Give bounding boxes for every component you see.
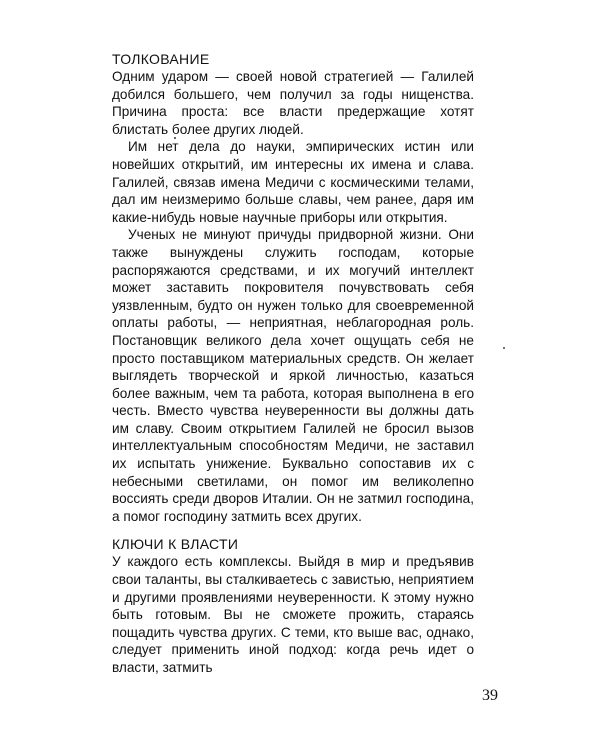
page-body xyxy=(112,50,474,677)
paragraph: Одним ударом — своей новой стратегией — Галилей добился большего, чем получил за годы нищенства. Причина проста: все власти предержащие хотят блистать более других людей. xyxy=(112,69,474,137)
paragraph: Им нет дела до науки, эмпирических истин или новейших открытий, им интересны их имена и слава. Галилей, связав имена Медичи с космическими телами, дал им неизмеримо больше славы, чем ранее, даря им какие-нибудь новые научные приборы или открытия. xyxy=(112,139,474,225)
scan-speck xyxy=(174,137,176,139)
section-spacer xyxy=(112,525,474,535)
section-heading-keys-to-power: КЛЮЧИ К ВЛАСТИ xyxy=(112,536,239,553)
scan-speck xyxy=(503,347,505,349)
page-number: 39 xyxy=(482,687,498,704)
paragraph: Ученых не минуют причуды придворной жизни. Они также вынуждены служить господам, которые распоряжаются средствами, и их могучий интеллект может заставить покровителя почувствовать себя уязвленным, будто он нужен только для своевременной оплаты работы, — неприятная, неблагородная роль. Постановщик великого дела хочет ощущать себя не просто поставщиком материальных средств. Он желает выглядеть творческой и яркой личностью, казаться более важным, чем та работа, которая выполнена в его честь. Вместо чувства неуверенности вы должны дать им славу. Своим открытием Галилей не бросил вызов интеллектуальным способностям Медичи, не заставил их испытать унижение. Буквально сопоставив их с небесными светилами, он помог им великолепно воссиять среди дворов Италии. Он не затмил господина, а помог господину затмить всех других. xyxy=(112,227,474,524)
paragraph: У каждого есть комплексы. Выйдя в мир и предъявив свои таланты, вы сталкиваетесь с завистью, неприятием и другими проявлениями неуверенности. К этому нужно быть готовым. Вы не сможете прожить, стараясь пощадить чувства других. С теми, кто выше вас, однако, следует применить иной подход: когда речь идет о власти, затмить xyxy=(112,554,474,675)
section-heading-interpretation: ТОЛКОВАНИЕ xyxy=(112,51,210,67)
